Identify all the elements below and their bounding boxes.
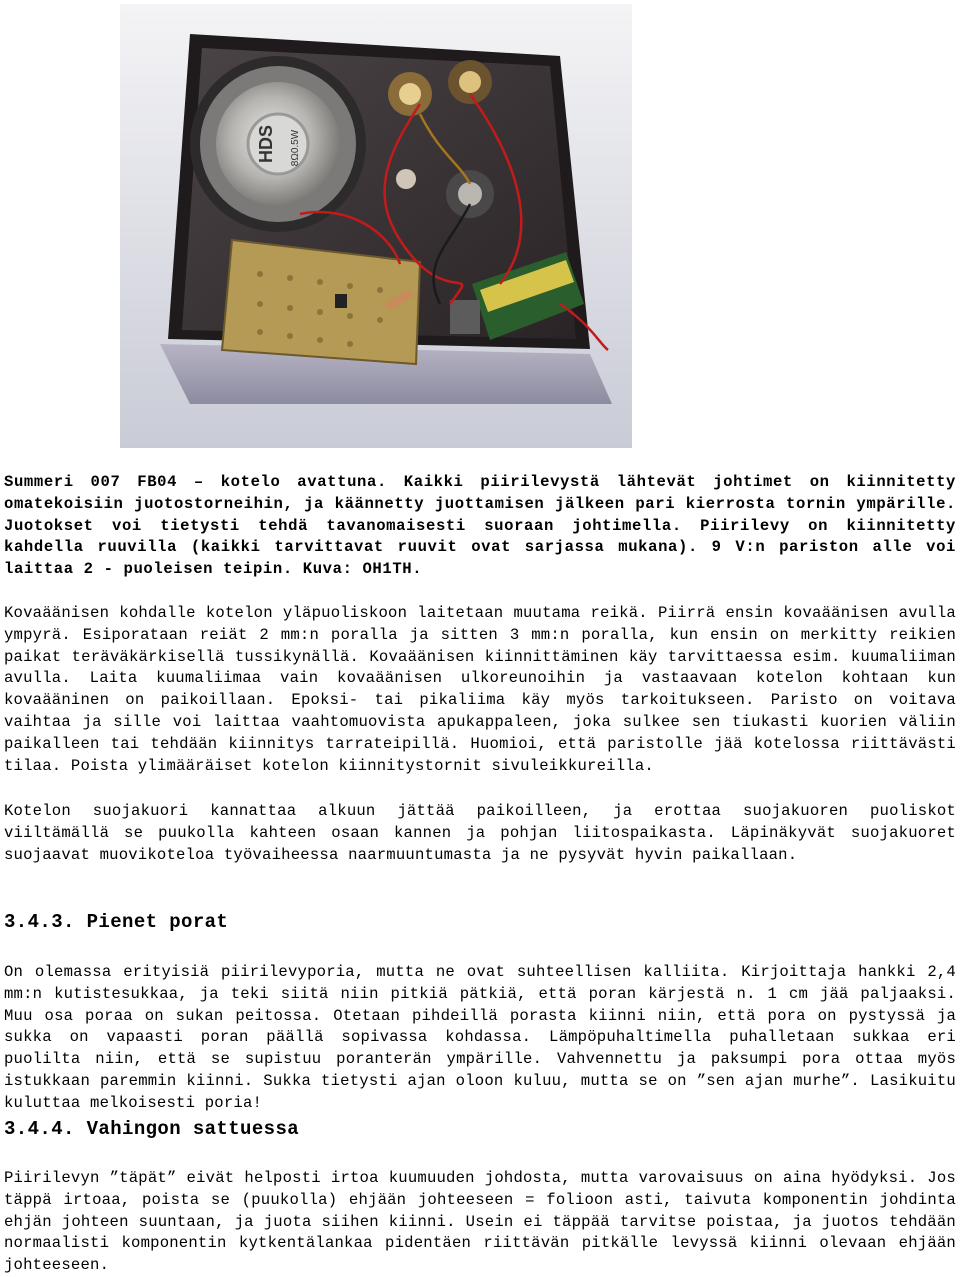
photo-caption: Summeri 007 FB04 – kotelo avattuna. Kaikki piirilevystä lähtevät johtimet on kiinnitetty omatekoisiin juotostorneihin, ja käännetty juottamisen jälkeen pari kierrosta tornin ympärille. Juotokset voi tietysti tehdä tavanomaisesti suoraan johtimella. Piirilevy on kiinnitetty kahdella ruuvilla (kaikki tarvittavat ruuvit ovat sarjassa mukana). 9 V:n pariston alle voi laittaa 2 - puoleisen teipin. Kuva: OH1TH. xyxy=(4,473,956,579)
svg-text:HDS: HDS xyxy=(256,124,276,164)
section-heading-small-drills: 3.4.3. Pienet porat xyxy=(4,911,229,933)
svg-text:8Ω0.5W: 8Ω0.5W xyxy=(290,129,301,167)
paragraph-accidents: Piirilevyn ”täpät” eivät helposti irtoa kuumuuden johdosta, mutta varovaisuus on aina hyödyksi. Jos täppä irtoaa, poista se (puukolla) ehjään johteeseen = folioon asti, taivuta komponentin johdinta ehjän johteen suuntaan, ja juota siihen kiinni. Usein ei täppää tarvitse poistaa, ja juotos tehdään normaalisti komponentin kytkentälankaa pidentäen riittävän pitkälle levyssä kiinni olevaan ehjään johteeseen. xyxy=(4,1169,956,1275)
circuit-board-shape xyxy=(222,240,420,364)
paragraph-protective-film: Kotelon suojakuori kannattaa alkuun jättää paikoilleen, ja erottaa suojakuoren puoliskot viiltämällä se puukolla kahteen osaan kannen ja pohjan liitospaikasta. Läpinäkyvät suojakuoret suojaavat muovikoteloa työvaiheessa naarmuuntumasta ja ne pysyvät hyvin paikallaan. xyxy=(4,802,956,864)
paragraph-speaker-holes: Kovaäänisen kohdalle kotelon yläpuoliskoon laitetaan muutama reikä. Piirrä ensin kovaäänisen avulla ympyrä. Esiporataan reiät 2 mm:n poralla ja sitten 3 mm:n poralla, kun ensin on merkitty reikien paikat teräväkärkisellä tussikynällä. Kovaäänisen kiinnittäminen käy tarvittaessa esim. kuumaliiman avulla. Laita kuumaliimaa vain kovaäänisen ulkoreunoihin ja vastaavaan kotelon kohtaan kun kovaääninen on paikoillaan. Epoksi- tai pikaliima käy myös tarkoitukseen. Paristo on voitava vaihtaa ja sille voi laittaa vaahtomuovista apukappaleen, joka sulkee sen tiukasti kuorien väliin paikalleen tai tehdään kiinnitys tarrateipillä. Huomioi, että paristolle jää kotelossa riittävästi tilaa. Poista ylimääräiset kotelon kiinnitystornit sivuleikkureilla. xyxy=(4,604,956,775)
paragraph-small-drills: On olemassa erityisiä piirilevyporia, mutta ne ovat suhteellisen kalliita. Kirjoittaja hankki 2,4 mm:n kutistesukkaa, ja teki siitä niin pitkiä pätkiä, että poran kärjestä n. 1 cm jää paljaaksi. Muu osa poraa on sukan peitossa. Otetaan pihdeillä porasta kiinni niin, että pora on pystyssä ja sukka on vapaasti poran päällä sopivassa kohdassa. Lämpöpuhaltimella puhalletaan sukkaa eri puolilta niin, että se supistuu poranterän ympärille. Vahvennettu ja paksumpi pora ottaa myös istukkaan paremmin kiinni. Sukka tietysti ajan oloon kuluu, mutta se on ”sen ajan murhe”. Lasikuitu kuluttaa melkoisesti poria! xyxy=(4,963,956,1112)
enclosure-photo xyxy=(120,4,632,448)
section-heading-accidents: 3.4.4. Vahingon sattuessa xyxy=(4,1118,300,1140)
speaker-shape xyxy=(190,56,366,232)
